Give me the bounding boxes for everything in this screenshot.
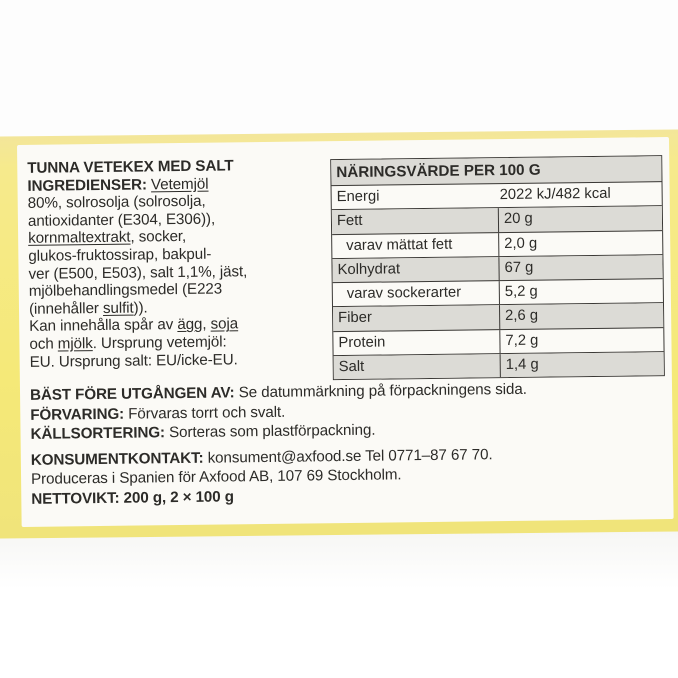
producer-line: Produceras i Spanien för Axfood AB, 107 69 Stockholm. bbox=[30, 466, 402, 489]
ingredients-heading: INGREDIENSER: bbox=[27, 176, 147, 195]
ingredients-line-5: glukos-fruktossirap, bakpul- bbox=[28, 245, 212, 265]
ingredients-line-2: 80%, solrosolja (solrosolja, bbox=[27, 192, 206, 213]
ingredients-line-10: och mjölk. Ursprung vetemjöl: bbox=[29, 333, 227, 353]
allergen-soy: soja bbox=[210, 315, 239, 333]
product-label bbox=[17, 137, 674, 527]
allergen-barley: kornmaltextrakt bbox=[28, 228, 131, 248]
nutrition-row-saturated-fat: varav mättat fett 2,0 g bbox=[332, 231, 662, 259]
package-background bbox=[0, 530, 678, 678]
sorting-label: KÄLLSORTERING: bbox=[30, 424, 166, 444]
nutrition-row-fat: Fett 20 g bbox=[332, 206, 662, 234]
nutrition-row-sugars: varav sockerarter 5,2 g bbox=[333, 279, 663, 307]
sorting-text: Sorteras som plastförpackning. bbox=[168, 421, 376, 442]
allergen-milk: mjölk bbox=[57, 335, 93, 353]
nutrition-row-energy: Energi 2022 kJ/482 kcal bbox=[332, 182, 662, 210]
info-block bbox=[30, 381, 528, 511]
column-divider bbox=[499, 306, 500, 329]
column-divider bbox=[500, 354, 501, 377]
column-divider bbox=[499, 330, 500, 353]
allergen-sulphite: sulfit bbox=[102, 299, 134, 317]
ingredients-line-11: EU. Ursprung salt: EU/icke-EU. bbox=[29, 350, 238, 371]
nutrition-row-protein: Protein 7,2 g bbox=[333, 328, 663, 356]
column-divider bbox=[498, 208, 499, 231]
best-before-text: Se datummärkning på förpackningens sida. bbox=[238, 380, 527, 402]
net-weight: NETTOVIKT: 200 g, 2 × 100 g bbox=[31, 488, 234, 508]
ingredients-line-6: ver (E500, E503), salt 1,1%, jäst, bbox=[28, 262, 248, 283]
storage-label: FÖRVARING: bbox=[30, 405, 125, 424]
contact-text: konsument@axfood.se Tel 0771–87 67 70. bbox=[207, 445, 493, 467]
allergen-egg: ägg bbox=[177, 316, 203, 334]
product-name: TUNNA VETEKEX MED SALT bbox=[27, 157, 234, 177]
nutrition-header bbox=[331, 156, 661, 186]
ingredients-line-3: antioxidanter (E304, E306)), bbox=[27, 210, 216, 230]
best-before-label: BÄST FÖRE UTGÅNGEN AV: bbox=[29, 384, 235, 404]
nutrition-header-label: NÄRINGSVÄRDE PER 100 G bbox=[336, 161, 541, 182]
nutrition-row-fiber: Fiber 2,6 g bbox=[333, 304, 663, 332]
ingredients-line-7: mjölbehandlingsmedel (E223 bbox=[28, 280, 223, 301]
column-divider bbox=[498, 257, 499, 280]
nutrition-table bbox=[330, 155, 665, 380]
contact-label: KONSUMENTKONTAKT: bbox=[30, 449, 204, 469]
ingredients-block bbox=[27, 157, 248, 371]
nutrition-row-salt: Salt 1,4 g bbox=[334, 352, 664, 379]
column-divider bbox=[499, 281, 500, 304]
ingredients-line-8: (innehåller sulfit)). bbox=[28, 299, 148, 318]
column-divider bbox=[498, 233, 499, 256]
nutrition-row-carbohydrate: Kolhydrat 67 g bbox=[332, 255, 662, 283]
ingredients-line-4: kornmaltextrakt, socker, bbox=[28, 228, 187, 248]
allergen-wheat: Vetemjöl bbox=[150, 175, 209, 193]
ingredients-line-9: Kan innehålla spår av ägg, soja bbox=[29, 315, 239, 336]
storage-text: Förvaras torrt och svalt. bbox=[128, 403, 286, 423]
